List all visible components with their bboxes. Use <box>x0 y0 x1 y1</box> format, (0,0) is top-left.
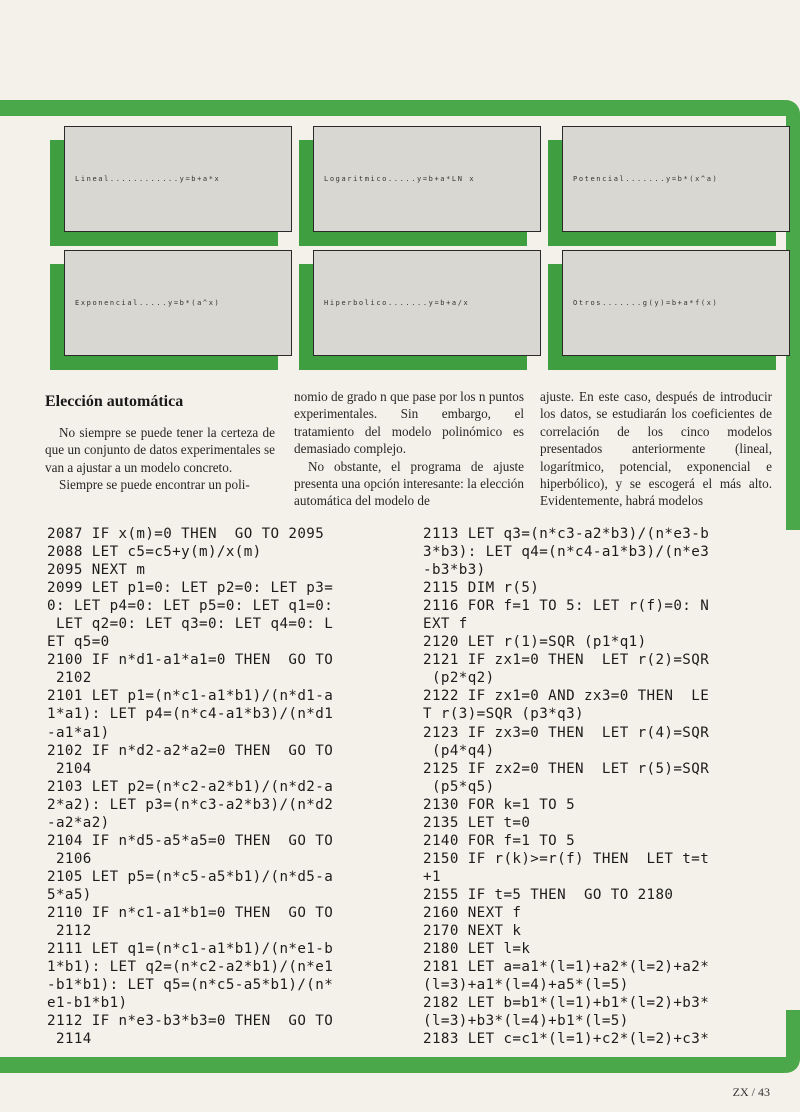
code-line: 2170 NEXT k <box>423 923 522 940</box>
code-line: T r(3)=SQR (p3*q3) <box>423 706 584 723</box>
paragraph: nomio de grado n que pase por los n puntos experimentales. Sin embargo, el tratamiento del modelo polinómico es demasiado complejo. <box>294 389 524 457</box>
code-line: 2102 IF n*d2-a2*a2=0 THEN GO TO <box>47 742 334 759</box>
code-line: -a2*a2) <box>47 814 110 831</box>
code-line: (l=3)+b3*(l=4)+b1*(l=5) <box>423 1013 629 1030</box>
code-line: 5*a5) <box>47 886 92 903</box>
screen-panel <box>313 126 541 232</box>
code-line: 0: LET p4=0: LET p5=0: LET q1=0: <box>47 598 334 615</box>
text-column-2 <box>294 388 524 510</box>
code-line: 2122 IF zx1=0 AND zx3=0 THEN LE <box>423 688 710 705</box>
green-bottom-band <box>0 1057 800 1073</box>
code-line: 2*a2): LET p3=(n*c3-a2*b3)/(n*d2 <box>47 796 334 813</box>
code-line: 2140 FOR f=1 TO 5 <box>423 832 576 849</box>
code-line: 2113 LET q3=(n*c3-a2*b3)/(n*e3-b <box>423 526 710 542</box>
code-line: 2088 LET c5=c5+y(m)/x(m) <box>47 544 262 561</box>
code-line: (p5*q5) <box>423 778 495 795</box>
code-line: (p2*q2) <box>423 670 495 687</box>
screen-logaritmico <box>313 126 541 232</box>
paragraph: No obstante, el programa de ajuste presenta una opción interesante: la elección automática del modelo de <box>294 458 524 509</box>
code-line: 2121 IF zx1=0 THEN LET r(2)=SQR <box>423 652 710 669</box>
code-line: 2095 NEXT m <box>47 562 146 579</box>
code-line: 2182 LET b=b1*(l=1)+b1*(l=2)+b3* <box>423 995 710 1012</box>
code-line: (p4*q4) <box>423 742 495 759</box>
code-line: e1-b1*b1) <box>47 995 128 1012</box>
code-line: 2183 LET c=c1*(l=1)+c2*(l=2)+c3* <box>423 1031 710 1048</box>
screen-text: Exponencial.....y=b*(a^x) <box>75 299 221 307</box>
code-listing-right <box>423 525 709 1048</box>
code-line: 2115 DIM r(5) <box>423 580 540 597</box>
code-line: (l=3)+a1*(l=4)+a5*(l=5) <box>423 977 629 994</box>
screen-text: Logaritmico.....y=b+a*LN x <box>324 175 476 183</box>
article-heading: Elección automática <box>45 393 184 410</box>
screen-text: Potencial.......y=b*(x^a) <box>573 175 719 183</box>
screen-potencial <box>562 126 790 232</box>
code-line: 2102 <box>47 670 92 687</box>
code-line: +1 <box>423 868 441 885</box>
code-line: 2150 IF r(k)>=r(f) THEN LET t=t <box>423 850 710 867</box>
code-line: 2155 IF t=5 THEN GO TO 2180 <box>423 886 674 903</box>
code-line: 2110 IF n*c1-a1*b1=0 THEN GO TO <box>47 904 334 921</box>
code-line: 3*b3): LET q4=(n*c4-a1*b3)/(n*e3 <box>423 544 710 561</box>
code-line: 2099 LET p1=0: LET p2=0: LET p3= <box>47 580 334 597</box>
code-line: 2114 <box>47 1031 92 1048</box>
code-line: 2116 FOR f=1 TO 5: LET r(f)=0: N <box>423 598 710 615</box>
code-line: 2181 LET a=a1*(l=1)+a2*(l=2)+a2* <box>423 959 710 976</box>
code-line: 2123 IF zx3=0 THEN LET r(4)=SQR <box>423 724 710 741</box>
screen-hiperbolico <box>313 250 541 356</box>
code-line: 2087 IF x(m)=0 THEN GO TO 2095 <box>47 526 325 542</box>
code-line: 2180 LET l=k <box>423 941 531 958</box>
code-line: 2120 LET r(1)=SQR (p1*q1) <box>423 634 647 651</box>
text-column-3 <box>540 388 772 510</box>
code-line: ET q5=0 <box>47 634 110 651</box>
code-line: 2106 <box>47 850 92 867</box>
code-line: EXT f <box>423 616 468 633</box>
code-line: LET q2=0: LET q3=0: LET q4=0: L <box>47 616 334 633</box>
code-line: 2104 IF n*d5-a5*a5=0 THEN GO TO <box>47 832 334 849</box>
code-line: -b1*b1): LET q5=(n*c5-a5*b1)/(n* <box>47 977 334 994</box>
code-line: 2135 LET t=0 <box>423 814 531 831</box>
page-number: ZX / 43 <box>732 1085 770 1099</box>
code-line: 2111 LET q1=(n*c1-a1*b1)/(n*e1-b <box>47 941 334 958</box>
code-line: 2103 LET p2=(n*c2-a2*b1)/(n*d2-a <box>47 778 334 795</box>
screen-panel <box>64 126 292 232</box>
screen-text: Lineal............y=b+a*x <box>75 175 221 183</box>
code-line: 2112 IF n*e3-b3*b3=0 THEN GO TO <box>47 1013 334 1030</box>
code-line: 2100 IF n*d1-a1*a1=0 THEN GO TO <box>47 652 334 669</box>
green-bottom-corner <box>786 1010 800 1073</box>
code-line: 1*b1): LET q2=(n*c2-a2*b1)/(n*e1 <box>47 959 334 976</box>
screen-text: Hiperbolico.......y=b+a/x <box>324 299 470 307</box>
code-line: 2130 FOR k=1 TO 5 <box>423 796 576 813</box>
screen-panel <box>313 250 541 356</box>
text-column-1 <box>45 424 275 494</box>
paragraph: ajuste. En este caso, después de introducir los datos, se estudiarán los coeficientes de correlación de los cinco modelos presentados anteriormente (lineal, logarítmico, potencial, exponencial e hiperbólico), y se escogerá el más alto. Evidentemente, habrá modelos <box>540 389 772 509</box>
screen-exponencial <box>64 250 292 356</box>
code-line: -b3*b3) <box>423 562 486 579</box>
code-line: 2101 LET p1=(n*c1-a1*b1)/(n*d1-a <box>47 688 334 705</box>
screen-lineal <box>64 126 292 232</box>
code-line: -a1*a1) <box>47 724 110 741</box>
screen-panel <box>562 126 790 232</box>
code-line: 2125 IF zx2=0 THEN LET r(5)=SQR <box>423 760 710 777</box>
code-line: 2104 <box>47 760 92 777</box>
code-line: 2160 NEXT f <box>423 904 522 921</box>
code-line: 1*a1): LET p4=(n*c4-a1*b3)/(n*d1 <box>47 706 334 723</box>
screen-otros <box>562 250 790 356</box>
code-line: 2105 LET p5=(n*c5-a5*b1)/(n*d5-a <box>47 868 334 885</box>
code-listing-left <box>47 525 333 1048</box>
paragraph: No siempre se puede tener la certeza de que un conjunto de datos experimentales se van a ajustar a un modelo concreto. <box>45 425 275 475</box>
code-line: 2112 <box>47 923 92 940</box>
screen-panel <box>64 250 292 356</box>
screen-text: Otros.......g(y)=b+a*f(x) <box>573 299 719 307</box>
screen-panel <box>562 250 790 356</box>
paragraph: Siempre se puede encontrar un poli- <box>59 477 250 493</box>
green-top-band <box>0 100 800 116</box>
